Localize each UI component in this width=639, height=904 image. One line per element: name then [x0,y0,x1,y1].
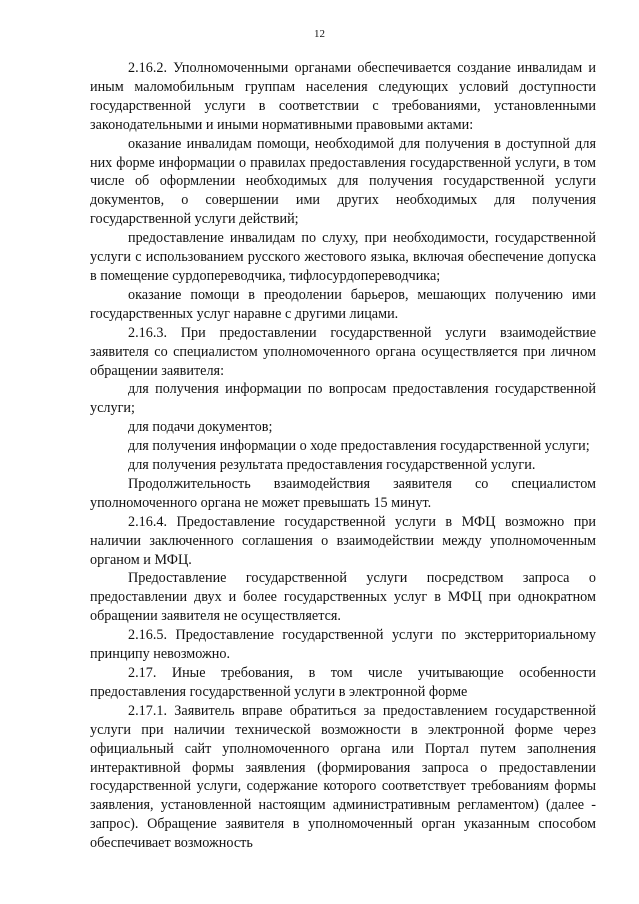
paragraph-2-16-4: 2.16.4. Предоставление государственной услуги в МФЦ возможно при наличии заключенного соглашения о взаимодействии между уполномоченным органом и МФЦ. [90,513,596,568]
paragraph-progress-information: для получения информации о ходе предоставления государственной услуги; [128,438,590,455]
paragraph-complex-request: Предоставление государственной услуги посредством запроса о предоставлении двух и более государственных услуг в МФЦ при однократном обращении заявителя не осуществляется. [90,570,596,625]
paragraph-submitting-documents: для подачи документов; [128,419,273,436]
paragraph-2-16-2: 2.16.2. Уполномоченными органами обеспечивается создание инвалидам и иным маломобильным группам населения следующих условий доступности государственной услуги в соответствии с требованиями, установленными законодательными и иными нормативными правовыми актами: [90,60,596,133]
paragraph-2-17-heading: 2.17. Иные требования, в том числе учитывающие особенности предоставления государственной услуги в электронной форме [90,665,596,700]
paragraph-2-16-3: 2.16.3. При предоставлении государственной услуги взаимодействие заявителя со специалистом уполномоченного органа осуществляется при личном обращении заявителя: [90,324,596,379]
paragraph-2-17-1: 2.17.1. Заявитель вправе обратиться за предоставлением государственной услуги при наличии технической возможности в электронной форме через официальный сайт уполномоченного органа или Портал путем заполнения интерактивной формы заявления (формирования запроса о предоставлении государственной услуги, содержание которого соответствует требованиям формы заявления, установленной настоящим административным регламентом) (далее - запрос). Обращение заявителя в уполномоченный орган указанным способом обеспечивает возможность [90,702,596,852]
paragraph-interaction-duration: Продолжительность взаимодействия заявителя со специалистом уполномоченного органа не может превышать 15 минут. [90,475,596,511]
paragraph-obtaining-information: для получения информации по вопросам предоставления государственной услуги; [90,381,596,417]
paragraph-assistance-information: оказание инвалидам помощи, необходимой для получения в доступной для них форме информации о правилах предоставления государственной услуги, в том числе об оформлении необходимых для получения государственной услуги документов, о совершении ими других необходимых для получения государственной услуги действий; [90,135,596,228]
paragraph-sign-language: предоставление инвалидам по слуху, при необходимости, государственной услуги с использованием русского жестового языка, включая обеспечение допуска в помещение сурдопереводчика, тифлосурдопереводчика; [90,230,596,284]
page-number: 12 [314,28,325,40]
paragraph-2-16-5: 2.16.5. Предоставление государственной услуги по экстерриториальному принципу невозможно. [90,627,596,663]
paragraph-obtaining-result: для получения результата предоставления государственной услуги. [128,457,536,474]
document-body [90,59,596,853]
paragraph-overcoming-barriers: оказание помощи в преодолении барьеров, мешающих получению ими государственных услуг наравне с другими лицами. [90,286,596,322]
